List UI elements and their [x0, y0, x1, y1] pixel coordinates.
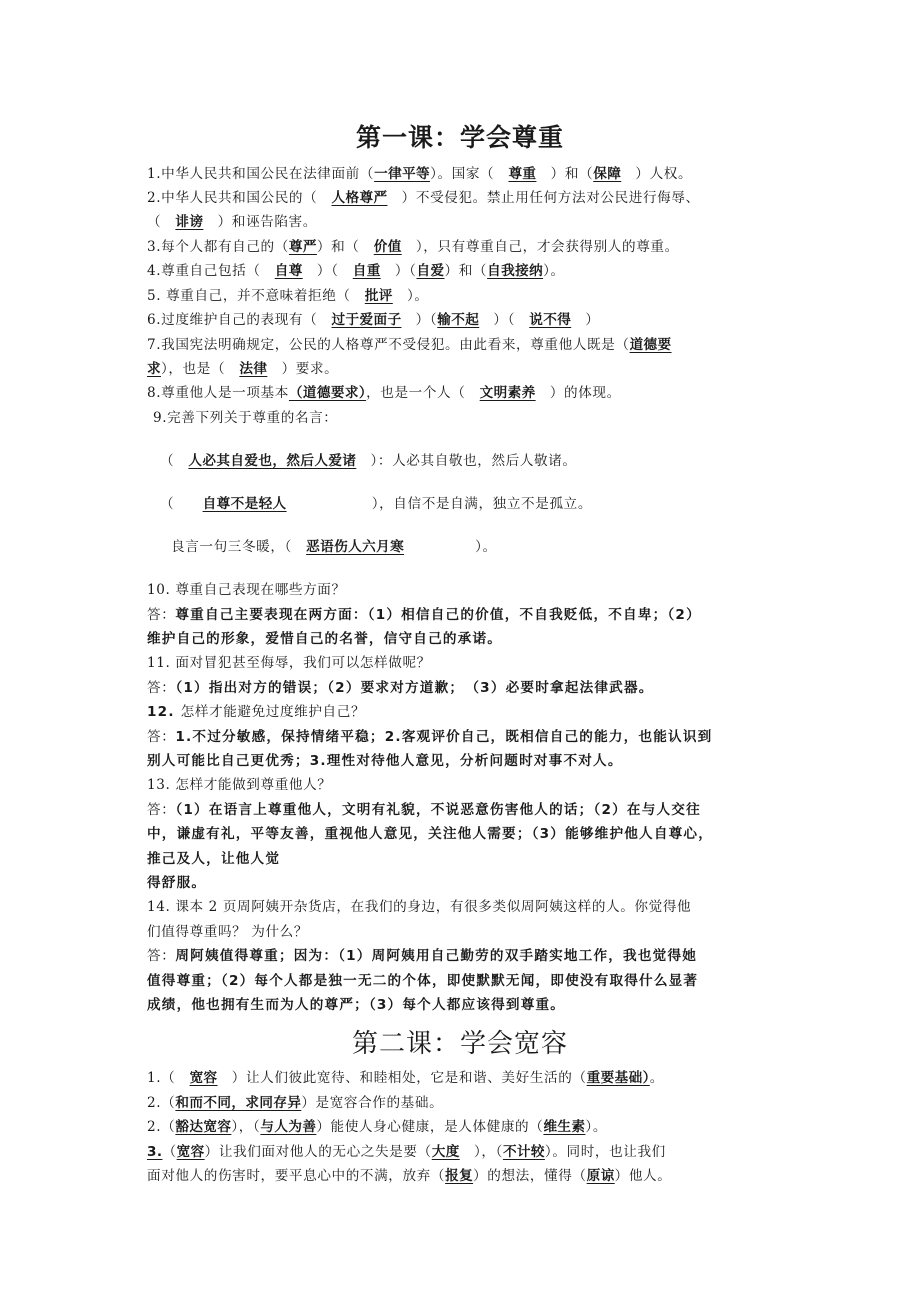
l1-q10-answer-line1 — [147, 605, 701, 625]
l1-q7-line1 — [147, 335, 672, 355]
l1-q11-question: 11. 面对冒犯甚至侮辱，我们可以怎样做呢？ — [147, 655, 431, 671]
text: ）让人们彼此宽待、和睦相处，它是和谐、美好生活的（ — [217, 1070, 587, 1086]
text: 1.中华人民共和国公民在法律面前（ — [147, 166, 375, 182]
text: ）：人必其自敬也，然后人敬诸。 — [356, 453, 577, 469]
l1-q10-answer-line2: 维护自己的形象，爱惜自己的名誉，信守自己的承诺。 — [147, 631, 503, 647]
answer: 人格尊严 — [331, 190, 388, 206]
text: 12. — [147, 704, 181, 720]
text: ）和（ — [536, 166, 594, 182]
text: （ — [160, 496, 203, 512]
text: ）。国家（ — [430, 166, 509, 182]
l1-q13-answer-line2: 中，谦虚有礼，平等友善，重视他人意见，关注他人需要；（3）能够维护他人自尊心， — [147, 826, 714, 842]
answer: 不计较 — [502, 1144, 545, 1160]
text: 2.中华人民共和国公民的（ — [147, 190, 332, 206]
l1-q8 — [147, 383, 621, 403]
text: 答： — [147, 607, 176, 623]
answer: 和而不同，求同存异 — [175, 1095, 302, 1111]
answer: （道德要求） — [288, 385, 367, 401]
text: 2.（ — [147, 1095, 176, 1111]
lesson2-title: 第二课：学会宽容 — [351, 1029, 568, 1059]
text: ）和（ — [444, 263, 488, 279]
answer: 1.不过分敏感，保持情绪平稳；2.客观评价自己，既相信自己的能力，也能认识到 — [175, 729, 713, 745]
answer: （1）在语言上尊重他人，文明有礼貌，不说恶意伤害他人的话；（2）在与人交往 — [175, 802, 701, 818]
text: 答： — [147, 680, 176, 696]
text: 2.（ — [147, 1119, 176, 1135]
text: 答： — [147, 802, 176, 818]
l1-q12-question — [147, 702, 365, 722]
text: ）的体现。 — [535, 385, 621, 401]
answer: 批评 — [364, 288, 393, 304]
text: ）和诬告陷害。 — [203, 214, 317, 230]
answer: 宽容 — [176, 1144, 205, 1160]
answer: 原谅 — [586, 1168, 615, 1184]
l1-q14-answer-line2: 值得尊重；（2）每个人都是独一无二的个体，即使默默无闻，即使没有取得什么显著 — [147, 973, 699, 989]
text: （ — [162, 1144, 177, 1160]
answer: 保障 — [593, 166, 622, 182]
answer: （1）指出对方的错误；（2）要求对方道歉； （3）必要时拿起法律武器。 — [175, 680, 654, 696]
text: 6.过度维护自己的表现有（ — [147, 312, 332, 328]
answer: 价值 — [373, 239, 402, 255]
answer: 自重 — [352, 263, 381, 279]
l2-q4-line1 — [147, 1142, 666, 1162]
text: ）让我们面对他人的无心之失是要（ — [204, 1144, 432, 1160]
text: 3.每个人都有自己的（ — [147, 239, 289, 255]
text: （ — [160, 453, 189, 469]
answer: 重要基础） — [586, 1070, 650, 1086]
l1-q9-title: 9.完善下列关于尊重的名言： — [153, 410, 338, 426]
l1-q3 — [147, 237, 679, 257]
l1-q2-line2 — [147, 212, 317, 232]
text: ）要求。 — [267, 361, 339, 377]
l2-q3 — [147, 1117, 607, 1137]
text: 7.我国宪法明确规定，公民的人格尊严不受侵犯。由此看来，尊重他人既是（ — [147, 337, 630, 353]
l1-q9-quote1 — [160, 451, 577, 471]
answer: 自我接纳 — [487, 263, 544, 279]
l1-q5 — [147, 286, 429, 306]
answer: 一律平等 — [374, 166, 431, 182]
answer: 文明素养 — [479, 385, 536, 401]
text: 怎样才能避免过度维护自己？ — [180, 704, 366, 720]
text: ）（ — [401, 312, 438, 328]
text: ）能使人身心健康，是人体健康的（ — [316, 1119, 544, 1135]
answer: 自尊 — [274, 263, 303, 279]
l1-q14-answer-line1 — [147, 946, 697, 966]
l1-q4 — [147, 261, 565, 281]
text: ）是宽容合作的基础。 — [301, 1095, 444, 1111]
answer: 报复 — [445, 1168, 474, 1184]
text: ）。 — [585, 1119, 608, 1135]
l1-q14-answer-line3: 成绩，他也拥有生而为人的尊严；（3）每个人都应该得到尊重。 — [147, 997, 566, 1013]
answer: 大度 — [431, 1144, 460, 1160]
l1-q2-line1 — [147, 188, 700, 208]
l1-q12-answer-line1 — [147, 727, 712, 747]
text: ），（ — [231, 1119, 261, 1135]
text: ）人权。 — [621, 166, 693, 182]
l1-q13-question: 13. 怎样才能做到尊重他人？ — [147, 777, 332, 793]
l1-q9-quote3 — [171, 537, 497, 557]
l1-q14-question-line1: 14. 课本 2 页周阿姨开杂货店，在我们的身边，有很多类似周阿姨这样的人。你觉得他 — [147, 899, 692, 915]
text: 4.尊重自己包括（ — [147, 263, 275, 279]
answer: 周阿姨值得尊重；因为：（1）周阿姨用自己勤劳的双手踏实地工作，我也觉得她 — [175, 948, 698, 964]
l1-q11-answer — [147, 678, 654, 698]
l1-q6 — [147, 310, 600, 330]
l1-q13-answer-line4: 得舒服。 — [147, 875, 207, 891]
l1-q1 — [147, 164, 692, 184]
answer: 尊严 — [288, 239, 317, 255]
text: ），也是（ — [161, 361, 240, 377]
l2-q2 — [147, 1093, 443, 1113]
text: ）。 — [543, 263, 565, 279]
l1-q13-answer-line1 — [147, 800, 701, 820]
answer: 过于爱面子 — [331, 312, 402, 328]
answer: 人必其自爱也，然后人爱诸 — [188, 453, 357, 469]
text: ）。 — [392, 288, 429, 304]
answer: 尊重 — [508, 166, 537, 182]
answer: 说不得 — [529, 312, 572, 328]
text: ）和（ — [316, 239, 374, 255]
answer: 法律 — [239, 361, 268, 377]
text: ） — [571, 312, 600, 328]
l1-q13-answer-line3: 推己及人，让他人觉 — [147, 851, 281, 867]
answer: 豁达宽容 — [175, 1119, 232, 1135]
l1-q14-question-line2: 们值得尊重吗？ 为什么？ — [147, 924, 309, 940]
answer: 与人为善 — [260, 1119, 317, 1135]
answer: 宽容 — [189, 1070, 218, 1086]
answer: 尊重自己主要表现在两方面：（1）相信自己的价值，不自我贬低，不自卑；（2） — [175, 607, 701, 623]
answer: 求 — [147, 361, 161, 377]
answer: 自尊不是轻人 — [202, 496, 287, 512]
text: 答： — [147, 948, 176, 964]
answer: 恶语伤人六月寒 — [306, 539, 405, 555]
text: ），（ — [459, 1144, 503, 1160]
text: ）（ — [380, 263, 417, 279]
l1-q12-answer-line2: 别人可能比自己更优秀；3.理性对待他人意见，分析问题时对事不对人。 — [147, 753, 623, 769]
text: 面对他人的伤害时，要平息心中的不满，放弃（ — [147, 1168, 446, 1184]
answer: 自爱 — [416, 263, 445, 279]
text: ）。 — [404, 539, 497, 555]
text: 答： — [147, 729, 176, 745]
text: ）（ — [479, 312, 530, 328]
text: 。 — [649, 1070, 664, 1086]
l1-q10-question: 10. 尊重自己表现在哪些方面？ — [147, 582, 346, 598]
text: 5. 尊重自己，并不意味着拒绝（ — [147, 288, 365, 304]
text: ，也是一个人（ — [366, 385, 480, 401]
l1-q9-quote2 — [160, 494, 592, 514]
text: ）的想法，懂得（ — [473, 1168, 587, 1184]
answer: 道德要 — [629, 337, 672, 353]
text: ）他人。 — [614, 1168, 672, 1184]
text: 1.（ — [147, 1070, 190, 1086]
text: ），只有尊重自己，才会获得别人的尊重。 — [401, 239, 679, 255]
text: ）（ — [302, 263, 353, 279]
text: （ — [147, 214, 176, 230]
answer: 输不起 — [437, 312, 480, 328]
l2-q4-line2 — [147, 1166, 671, 1186]
answer: 维生素 — [543, 1119, 586, 1135]
lesson1-title: 第一课：学会尊重 — [355, 123, 564, 152]
text: 良言一句三冬暖，（ — [171, 539, 307, 555]
item-number: 3. — [147, 1144, 163, 1160]
l2-q1 — [147, 1068, 664, 1088]
answer: 诽谤 — [175, 214, 204, 230]
text: 8.尊重他人是一项基本 — [147, 385, 289, 401]
text: ）不受侵犯。禁止用任何方法对公民进行侮辱、 — [387, 190, 700, 206]
l1-q7-line2 — [147, 359, 338, 379]
text: ），自信不是自满，独立不是孤立。 — [286, 496, 593, 512]
text: ）。同时，也让我们 — [544, 1144, 666, 1160]
